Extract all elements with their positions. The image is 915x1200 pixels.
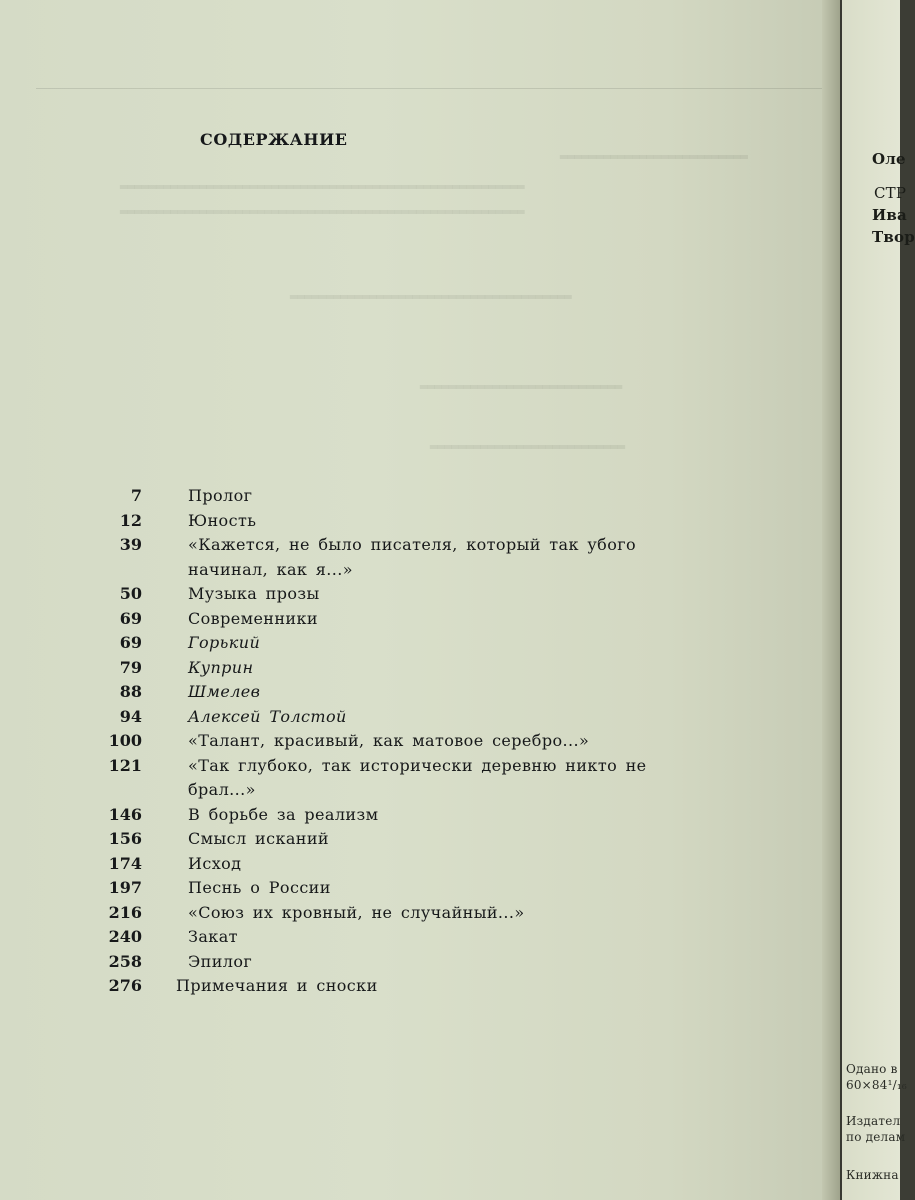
toc-page-number: 240	[108, 927, 142, 946]
toc-page-number: 276	[108, 976, 142, 995]
toc-page-number: 39	[119, 535, 142, 554]
facing-page-line: СТР	[874, 184, 907, 202]
toc-entry	[60, 974, 700, 999]
toc-page-number: 88	[119, 682, 142, 701]
toc-page-number: 12	[119, 510, 142, 530]
toc-entry	[60, 509, 700, 534]
toc-entry-title: Горький	[188, 633, 261, 652]
toc-entry	[60, 950, 700, 975]
toc-page-number: 79	[119, 657, 142, 677]
toc-entry-title: «Кажется, не было писателя, который так убого начинал, как я...»	[188, 535, 637, 579]
toc-entry	[60, 803, 700, 828]
imprint-line: Книжна	[846, 1168, 899, 1182]
toc-entry	[60, 705, 700, 730]
imprint-line: Издател	[846, 1114, 901, 1128]
show-through-text: ═══════════════════════════════════════	[290, 290, 572, 304]
imprint-line: по делам	[846, 1130, 906, 1144]
toc-entry	[60, 484, 700, 509]
toc-entry-title: Закат	[188, 927, 238, 946]
toc-page-number: 50	[119, 584, 142, 603]
facing-page-line: Твор	[872, 228, 915, 246]
facing-page	[842, 0, 915, 1200]
toc-entry	[60, 656, 700, 681]
page-edge	[822, 0, 840, 1200]
imprint-line: Одано в	[846, 1062, 898, 1076]
toc-entry	[60, 533, 700, 582]
show-through-text: ════════════════════════════════════════════════════════	[120, 180, 525, 194]
toc-entry-title: Шмелев	[188, 682, 261, 701]
toc-page-number: 197	[108, 878, 142, 897]
toc-page-number: 69	[119, 608, 142, 628]
page-title: СОДЕРЖАНИЕ	[200, 130, 348, 149]
toc-entry	[60, 607, 700, 632]
toc-entry-title: Песнь о России	[188, 878, 331, 897]
show-through-text: ═══════════════════════════	[430, 440, 626, 454]
toc-page-number: 146	[108, 804, 142, 824]
table-of-contents	[60, 484, 700, 999]
toc-page-number: 216	[108, 902, 142, 922]
imprint-line: 60×84¹/₁₆	[846, 1078, 907, 1092]
toc-entry	[60, 680, 700, 705]
toc-page-number: 121	[108, 755, 142, 775]
toc-entry-title: Смысл исканий	[188, 829, 329, 848]
toc-entry-title: Эпилог	[188, 951, 253, 971]
toc-page-number: 94	[119, 706, 142, 726]
toc-entry	[60, 582, 700, 607]
toc-page-number: 69	[119, 633, 142, 652]
toc-entry-title: Современники	[188, 608, 318, 628]
show-through-text: ══════════════════════════	[560, 150, 748, 164]
show-through-text: ════════════════════════════════════════════════════════	[120, 205, 525, 219]
toc-page-number: 174	[108, 853, 142, 873]
show-through-running-head	[36, 58, 826, 89]
facing-page-line: Ива	[872, 206, 907, 224]
toc-page-number: 258	[108, 951, 142, 971]
toc-entry-title: «Талант, красивый, как матовое серебро...»	[188, 731, 590, 750]
toc-entry	[60, 754, 700, 803]
toc-entry-title: В борьбе за реализм	[188, 804, 379, 824]
toc-entry-title: Музыка прозы	[188, 584, 320, 603]
toc-entry	[60, 729, 700, 754]
toc-entry-title: Юность	[188, 510, 257, 530]
toc-entry-title: Пролог	[188, 486, 253, 505]
toc-entry	[60, 925, 700, 950]
toc-entry-title: «Союз их кровный, не случайный...»	[188, 902, 525, 922]
toc-entry-title: Куприн	[188, 657, 254, 677]
toc-entry	[60, 876, 700, 901]
toc-entry-title: «Так глубоко, так исторически деревню никто не брал...»	[188, 755, 647, 799]
toc-entry-title: Исход	[188, 853, 242, 873]
toc-page-number: 7	[130, 486, 142, 505]
toc-entry	[60, 852, 700, 877]
toc-entry-title: Алексей Толстой	[188, 706, 347, 726]
toc-entry	[60, 901, 700, 926]
facing-page-line: Оле	[872, 150, 906, 168]
show-through-text: ════════════════════════════	[420, 380, 623, 394]
toc-page-number: 156	[108, 829, 142, 848]
toc-entry-title: Примечания и сноски	[176, 976, 378, 995]
toc-entry	[60, 827, 700, 852]
toc-page-number: 100	[108, 731, 142, 750]
toc-entry	[60, 631, 700, 656]
